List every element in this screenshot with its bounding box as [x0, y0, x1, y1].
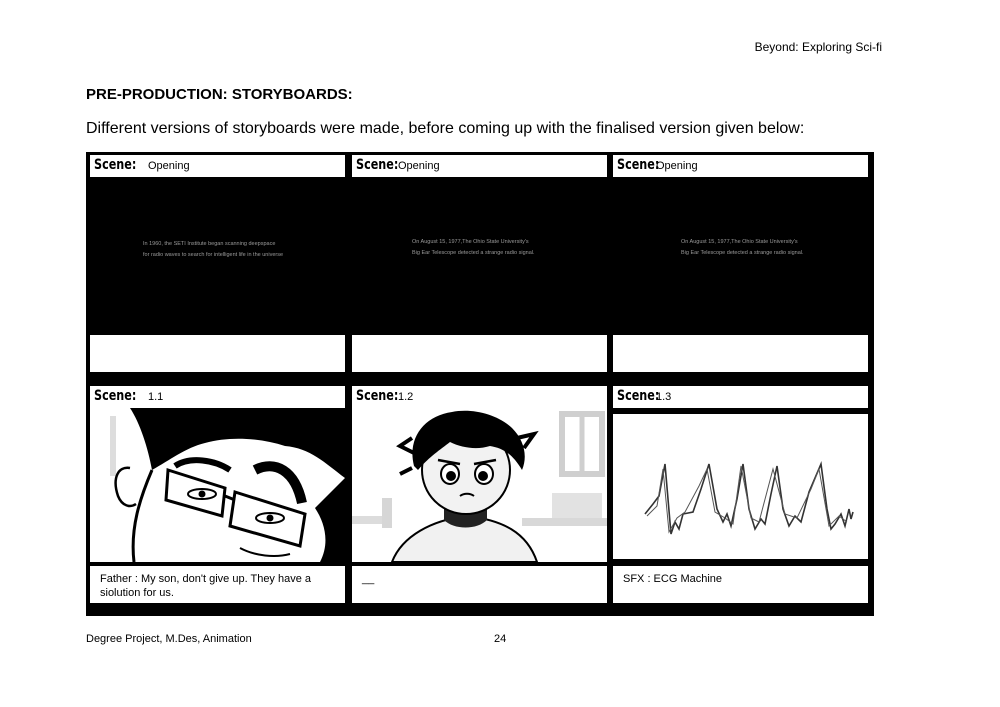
page-number: 24 [494, 633, 507, 645]
opening-title-line-2: Big Ear Telescope detected a strange radio signal. [412, 250, 535, 256]
caption-text: Father : My son, don't give up. They have a siolution for us. [100, 573, 312, 599]
caption-box [352, 335, 607, 372]
scene-number: 1.2 [398, 391, 414, 403]
ecg-waveform-sketch [613, 414, 868, 559]
scene-label: Scene: [617, 388, 660, 404]
opening-title-text [143, 239, 283, 261]
scene-bar [613, 386, 868, 408]
caption-box [613, 566, 868, 603]
scene-label: Scene: [617, 157, 660, 173]
panel-frame-opening [613, 177, 868, 331]
opening-title-line-1: On August 15, 1977,The Ohio State University's [412, 239, 529, 245]
panel-frame-ecg [613, 414, 868, 559]
opening-title-line-1: In 1960, the SETI Institute began scanning deepspace [143, 241, 276, 247]
scene-label: Scene: [94, 388, 137, 404]
opening-title-text [681, 237, 804, 259]
scene-number: 1.1 [148, 391, 164, 403]
scene-number: 1.3 [656, 391, 672, 403]
caption-box [90, 335, 345, 372]
section-title: PRE-PRODUCTION: STORYBOARDS: [86, 86, 353, 103]
scene-number: Opening [148, 160, 190, 172]
panel-frame-opening [90, 177, 345, 331]
scene-label: Scene: [356, 388, 399, 404]
opening-title-line-2: for radio waves to search for intelligent life in the universe [143, 252, 284, 258]
scene-bar [90, 386, 345, 408]
caption-box [90, 566, 345, 603]
opening-title-line-1: On August 15, 1977,The Ohio State University's [681, 239, 798, 245]
storyboard-grid [86, 152, 874, 616]
caption-text: SFX : ECG Machine [623, 573, 723, 585]
scene-label: Scene: [94, 157, 137, 173]
scene-number: Opening [656, 160, 698, 172]
caption-text: __ [362, 573, 375, 585]
panel-frame-father [90, 408, 345, 562]
footer-project: Degree Project, M.Des, Animation [86, 633, 252, 645]
opening-title-text [412, 237, 535, 259]
panel-frame-opening [352, 177, 607, 331]
scene-bar [90, 155, 345, 177]
boy-sketch [352, 408, 607, 562]
opening-title-line-2: Big Ear Telescope detected a strange radio signal. [681, 250, 804, 256]
scene-bar [352, 155, 607, 177]
intro-paragraph: Different versions of storyboards were made, before coming up with the finalised version given below: [86, 120, 805, 137]
scene-bar [352, 386, 607, 408]
running-header: Beyond: Exploring Sci-fi [754, 40, 882, 54]
caption-box [352, 566, 607, 603]
scene-bar [613, 155, 868, 177]
father-closeup-sketch [90, 408, 345, 562]
panel-frame-boy [352, 408, 607, 562]
scene-label: Scene: [356, 157, 399, 173]
caption-box [613, 335, 868, 372]
scene-number: Opening [398, 160, 440, 172]
